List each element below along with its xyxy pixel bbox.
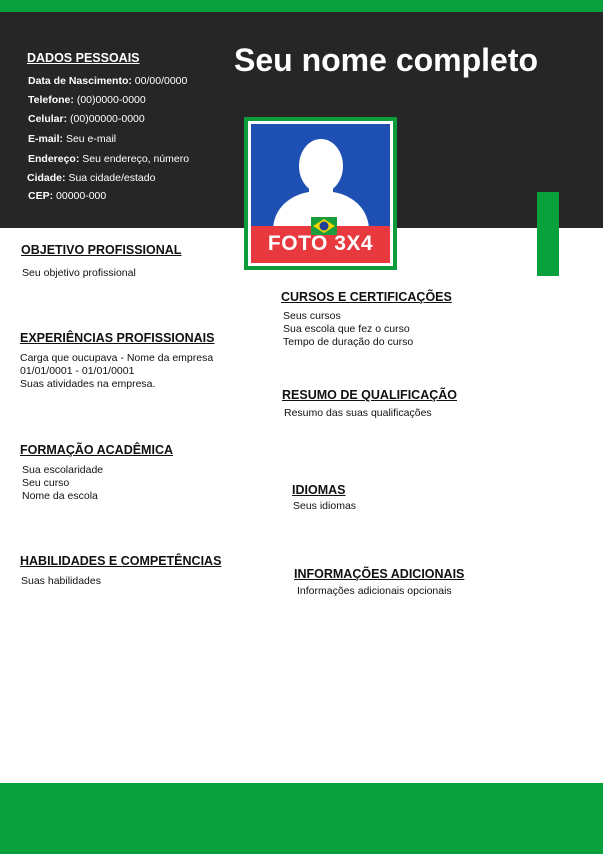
city-row xyxy=(27,172,155,184)
mobile-value: (00)00000-0000 xyxy=(70,113,145,125)
email-row xyxy=(28,133,116,145)
courses-line: Tempo de duração do curso xyxy=(283,336,414,348)
top-green-bar xyxy=(0,0,603,12)
birthdate-label: Data de Nascimento: xyxy=(28,75,132,87)
address-row xyxy=(28,153,189,165)
experience-line: 01/01/0001 - 01/01/0001 xyxy=(20,365,135,377)
green-accent-bar xyxy=(537,192,559,276)
mobile-label: Celular: xyxy=(28,113,68,125)
skills-title: HABILIDADES E COMPETÊNCIAS xyxy=(20,554,222,568)
email-label: E-mail: xyxy=(28,133,64,145)
objective-line: Seu objetivo profissional xyxy=(22,267,136,279)
phone-row xyxy=(28,94,146,106)
city-label: Cidade: xyxy=(27,172,66,184)
skills-line: Suas habilidades xyxy=(21,575,101,587)
mobile-row xyxy=(28,113,145,125)
address-label: Endereço: xyxy=(28,153,80,165)
experience-title: EXPERIÊNCIAS PROFISSIONAIS xyxy=(20,331,215,345)
birthdate-row xyxy=(28,75,187,87)
objective-title: OBJETIVO PROFISSIONAL xyxy=(21,243,182,257)
phone-label: Telefone: xyxy=(28,94,74,106)
education-line: Sua escolaridade xyxy=(22,464,104,476)
education-title: FORMAÇÃO ACADÊMICA xyxy=(20,443,173,457)
courses-line: Sua escola que fez o curso xyxy=(283,323,410,335)
summary-line: Resumo das suas qualificações xyxy=(284,407,432,419)
courses-title: CURSOS E CERTIFICAÇÕES xyxy=(281,290,452,304)
education-line: Seu curso xyxy=(22,477,70,489)
photo-frame xyxy=(251,124,390,263)
personal-data-title: DADOS PESSOAIS xyxy=(27,51,140,65)
zip-value: 00000-000 xyxy=(56,190,107,202)
city-value: Sua cidade/estado xyxy=(68,172,156,184)
education-line: Nome da escola xyxy=(22,490,98,502)
birthdate-value: 00/00/0000 xyxy=(134,75,188,87)
courses-line: Seus cursos xyxy=(283,310,341,322)
zip-row xyxy=(28,190,106,202)
additional-info-title: INFORMAÇÕES ADICIONAIS xyxy=(294,567,465,581)
zip-label: CEP: xyxy=(28,190,54,202)
experience-line: Suas atividades na empresa. xyxy=(20,378,156,390)
additional-info-line: Informações adicionais opcionais xyxy=(297,585,452,597)
experience-line: Carga que oucupava - Nome da empresa xyxy=(20,352,214,364)
full-name-heading: Seu nome completo xyxy=(234,42,539,78)
summary-title: RESUMO DE QUALIFICAÇÃO xyxy=(282,388,457,402)
address-value: Seu endereço, número xyxy=(82,153,190,165)
photo-placeholder xyxy=(244,117,397,270)
email-value: Seu e-mail xyxy=(65,133,117,145)
photo-label: FOTO 3X4 xyxy=(267,232,374,255)
footer-green-bar xyxy=(0,783,603,854)
phone-value: (00)0000-0000 xyxy=(76,94,146,106)
languages-line: Seus idiomas xyxy=(293,500,357,512)
languages-title: IDIOMAS xyxy=(292,483,346,497)
